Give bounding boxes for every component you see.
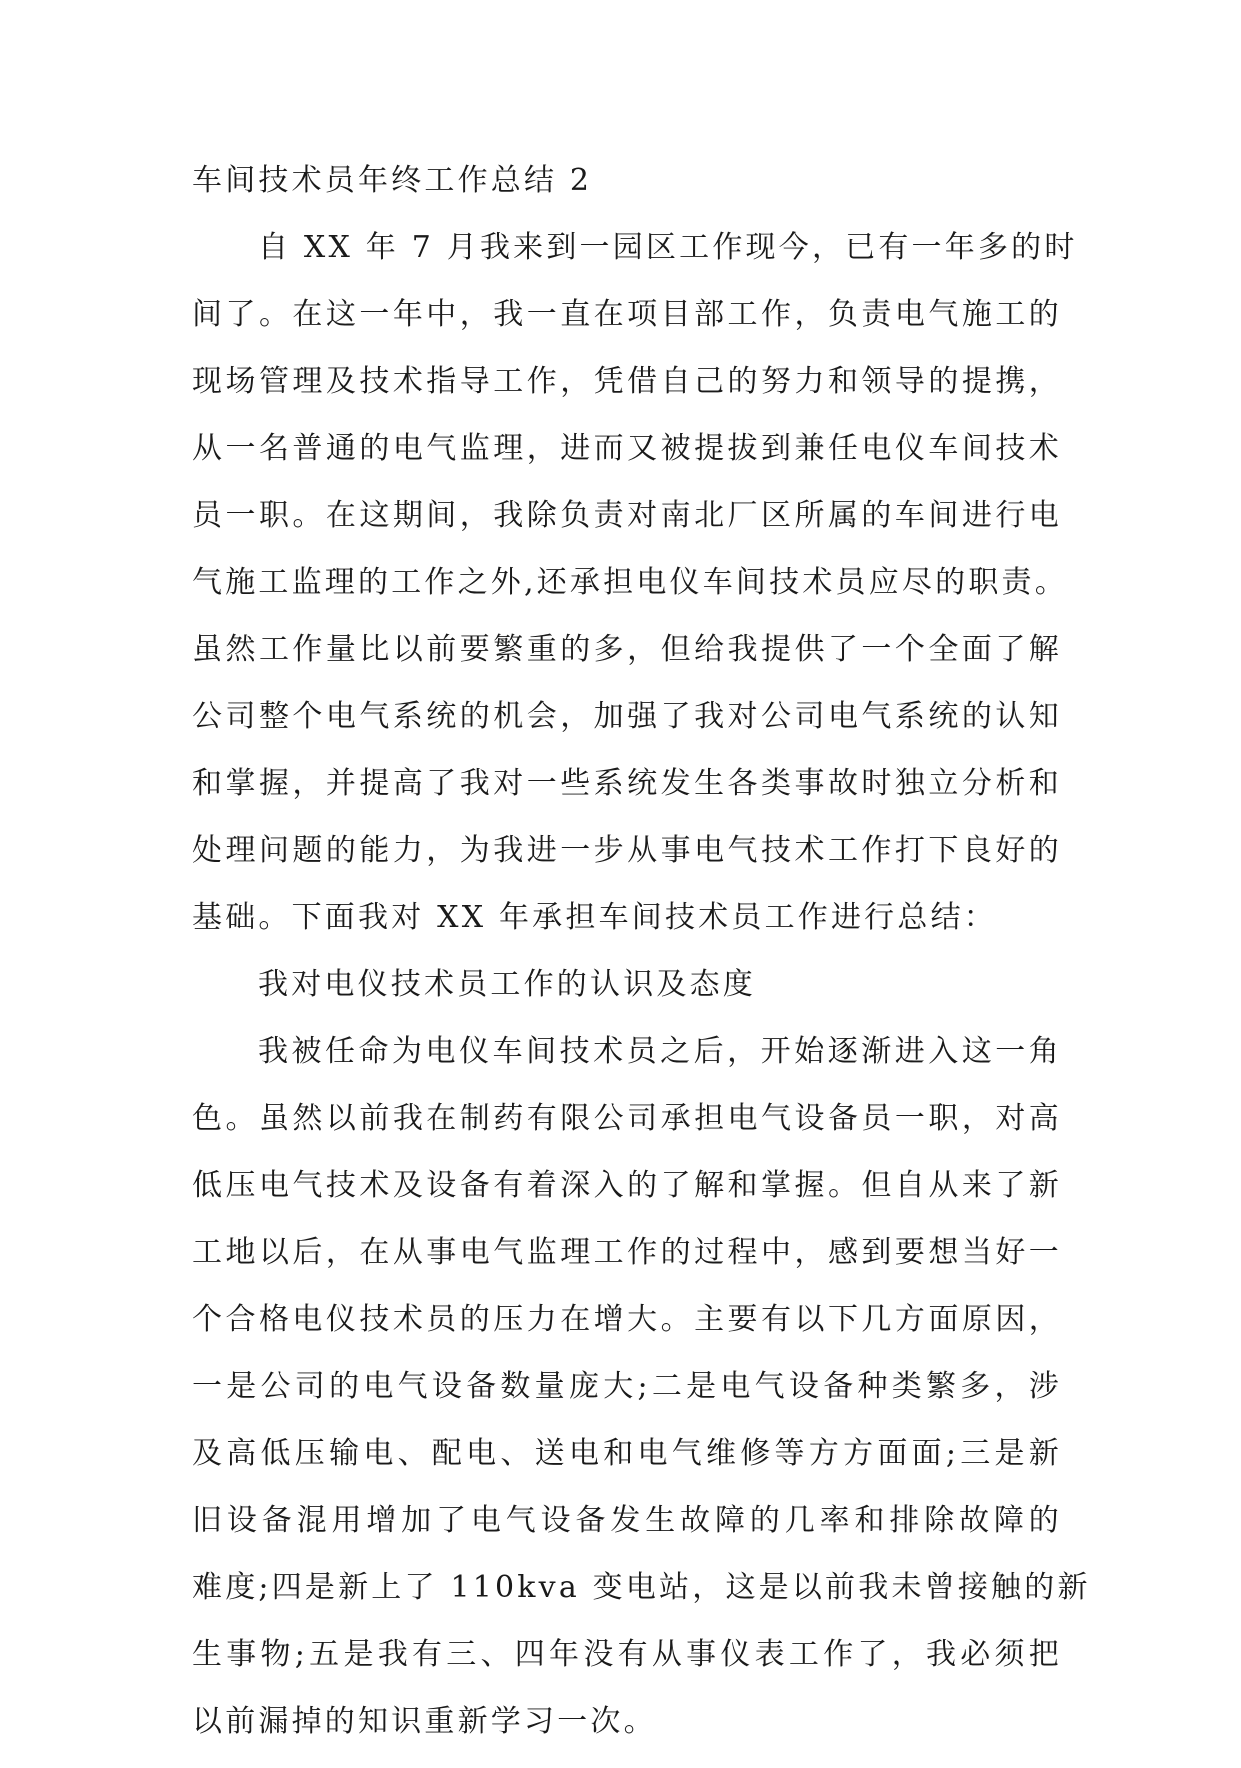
paragraph-line: 间了。在这一年中，我一直在项目部工作，负责电气施工的 [192, 297, 1062, 332]
paragraph-line: 个合格电仪技术员的压力在增大。主要有以下几方面原因， [192, 1302, 1062, 1337]
paragraph-1 [192, 227, 1078, 964]
paragraph-line: 难度;四是新上了 110kva 变电站，这是以前我未曾接触的新 [192, 1570, 1091, 1605]
paragraph-line: 基础。下面我对 XX 年承担车间技术员工作进行总结： [192, 900, 997, 935]
section-heading: 我对电仪技术员工作的认识及态度 [258, 967, 756, 1002]
paragraph-line: 我被任命为电仪车间技术员之后，开始逐渐进入这一角 [258, 1034, 1062, 1069]
paragraph-line: 现场管理及技术指导工作，凭借自己的努力和领导的提携， [192, 364, 1062, 399]
document-body [192, 160, 1091, 1768]
paragraph-line: 色。虽然以前我在制药有限公司承担电气设备员一职，对高 [192, 1101, 1062, 1136]
paragraph-line: 处理问题的能力，为我进一步从事电气技术工作打下良好的 [192, 833, 1062, 868]
paragraph-line: 从一名普通的电气监理，进而又被提拔到兼任电仪车间技术 [192, 431, 1062, 466]
paragraph-line: 工地以后，在从事电气监理工作的过程中，感到要想当好一 [192, 1235, 1062, 1270]
paragraph-line: 低压电气技术及设备有着深入的了解和掌握。但自从来了新 [192, 1168, 1062, 1203]
paragraph-line: 旧设备混用增加了电气设备发生故障的几率和排除故障的 [192, 1503, 1062, 1538]
paragraph-line: 及高低压输电、配电、送电和电气维修等方方面面;三是新 [192, 1436, 1062, 1471]
paragraph-line: 自 XX 年 7 月我来到一园区工作现今，已有一年多的时 [258, 230, 1078, 265]
paragraph-line: 以前漏掉的知识重新学习一次。 [192, 1704, 657, 1739]
paragraph-line: 虽然工作量比以前要繁重的多，但给我提供了一个全面了解 [192, 632, 1062, 667]
paragraph-line: 生事物;五是我有三、四年没有从事仪表工作了，我必须把 [192, 1637, 1062, 1672]
paragraph-line: 气施工监理的工作之外,还承担电仪车间技术员应尽的职责。 [192, 565, 1068, 600]
paragraph-line: 和掌握，并提高了我对一些系统发生各类事故时独立分析和 [192, 766, 1062, 801]
paragraph-line: 员一职。在这期间，我除负责对南北厂区所属的车间进行电 [192, 498, 1062, 533]
paragraph-line: 一是公司的电气设备数量庞大;二是电气设备种类繁多，涉 [192, 1369, 1062, 1404]
document-title: 车间技术员年终工作总结 2 [192, 163, 593, 198]
paragraph-2 [192, 1031, 1091, 1768]
paragraph-line: 公司整个电气系统的机会，加强了我对公司电气系统的认知 [192, 699, 1062, 734]
